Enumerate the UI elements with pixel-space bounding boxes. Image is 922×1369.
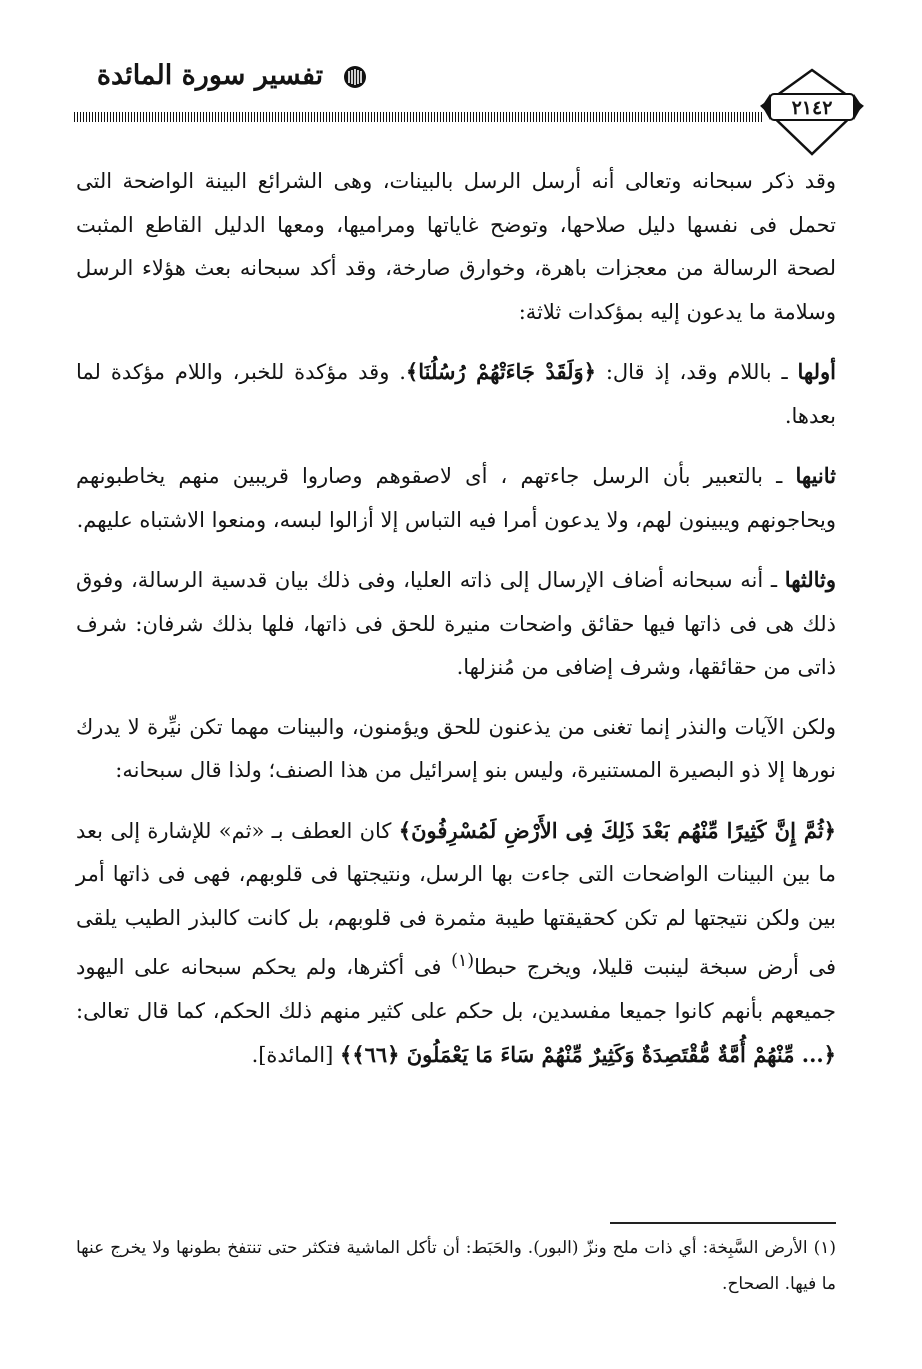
point-text-third: ـ أنه سبحانه أضاف الإرسال إلى ذاته العليا، وفى ذلك بيان قدسية الرسالة، وفوق ذلك هى فى ذاتها فيها حقائق واضحات منيرة للحق فى ذاتها، فلها بذلك شرفان: شرف ذاتى من حقائقها، وشرف إضافى من مُنزلها. [76,568,836,679]
page-number: ٢١٤٢ [791,97,833,119]
point-text-first-b: . وقد مؤكدة للخبر، واللام مؤكدة لما بعدها. [76,360,836,428]
footnote-text: (١) الأرض السَّبِخة: أي ذات ملح ونزّ (البور). والحَبَط: أن تأكل الماشية فتكثر حتى تنتفخ بطونها ولا يخرج عنها ما فيها. الصحاح. [76,1238,836,1294]
point-text-first-a: ـ باللام وقد، إذ قال: [595,360,798,384]
commentary-text-a: كان العطف بـ «ثم» للإشارة إلى بعد ما بين البينات الواضحات التى جاءت بها الرسل، ونتيجتها فى قلوبهم، فهى فى ذاتها أمر بين ولكن نتيجتها لم تكن كحقيقتها طيبة مثمرة فى قلوبهم، بل كانت كالبذر الطيب يلقى فى أرض سبخة لينبت قليلا، ويخرج حبطا [76,818,837,979]
point-text-second: ـ بالتعبير بأن الرسل جاءتهم ، أى لاصقوهم وصاروا قريبين منهم يخاطبونهم ويحاجونهم ويبينون لهم، ولا يدعون أمرا فيه التباس إلا أزالوا لبسه، ومنعوا الاشتباه عليهم. [76,464,836,532]
quran-verse-1: ﴿وَلَقَدْ جَاءَتْهُمْ رُسُلُنَا﴾ [405,359,596,384]
paragraph-third [76,558,836,690]
quran-verse-3: ﴿... مِّنْهُمْ أُمَّةٌ مُّقْتَصِدَةٌ وَكَثِيرٌ مِّنْهُمْ سَاءَ مَا يَعْمَلُونَ ﴿٦٦﴾﴾ [339,1042,836,1067]
footnote-divider [610,1222,836,1224]
paragraph-sixth [76,809,836,1078]
commentary-text-b: فى أكثرها، ولم يحكم سبحانه على اليهود جميعهم بأنهم كانوا جميعا مفسدين، بل حكم على كثير منهم ذلك الحكم، كما قال تعالى: [76,955,836,1023]
point-label-second: ثانيها [795,463,836,488]
main-text [76,160,836,1094]
surah-reference: [المائدة]. [251,1043,340,1067]
paragraph-second [76,454,836,542]
paragraph-first [76,350,836,438]
quran-verse-2: ﴿ثُمَّ إِنَّ كَثِيرًا مِّنْهُم بَعْدَ ذَلِكَ فِى الأَرْضِ لَمُسْرِفُونَ﴾ [398,817,836,843]
point-label-first: أولها [797,359,836,384]
paragraph-intro: وقد ذكر سبحانه وتعالى أنه أرسل الرسل بالبينات، وهى الشرائع البينة الواضحة التى تحمل فى نفسها دليل صلاحها، وتوضح غاياتها ومراميها، ومعها الدليل القاطع المثبت لصحة الرسالة من معجزات باهرة، وخوارق صارخة، وقد أكد سبحانه بعث هؤلاء الرسل وسلامة ما يدعون إليه بمؤكدات ثلاثة: [76,169,836,324]
header-rule [74,112,764,122]
point-label-third: وثالثها [784,567,836,592]
paragraph-fifth: ولكن الآيات والنذر إنما تغنى من يذعنون للحق ويؤمنون، والبينات مهما تكن نيِّرة لا يدرك نورها إلا ذو البصيرة المستنيرة، وليس بنو إسرائيل من هذا الصنف؛ ولذا قال سبحانه: [76,714,836,782]
footnote-marker: (١) [451,951,475,971]
running-title: تفسير سورة المائدة [96,60,324,91]
ornament-icon [342,64,368,90]
